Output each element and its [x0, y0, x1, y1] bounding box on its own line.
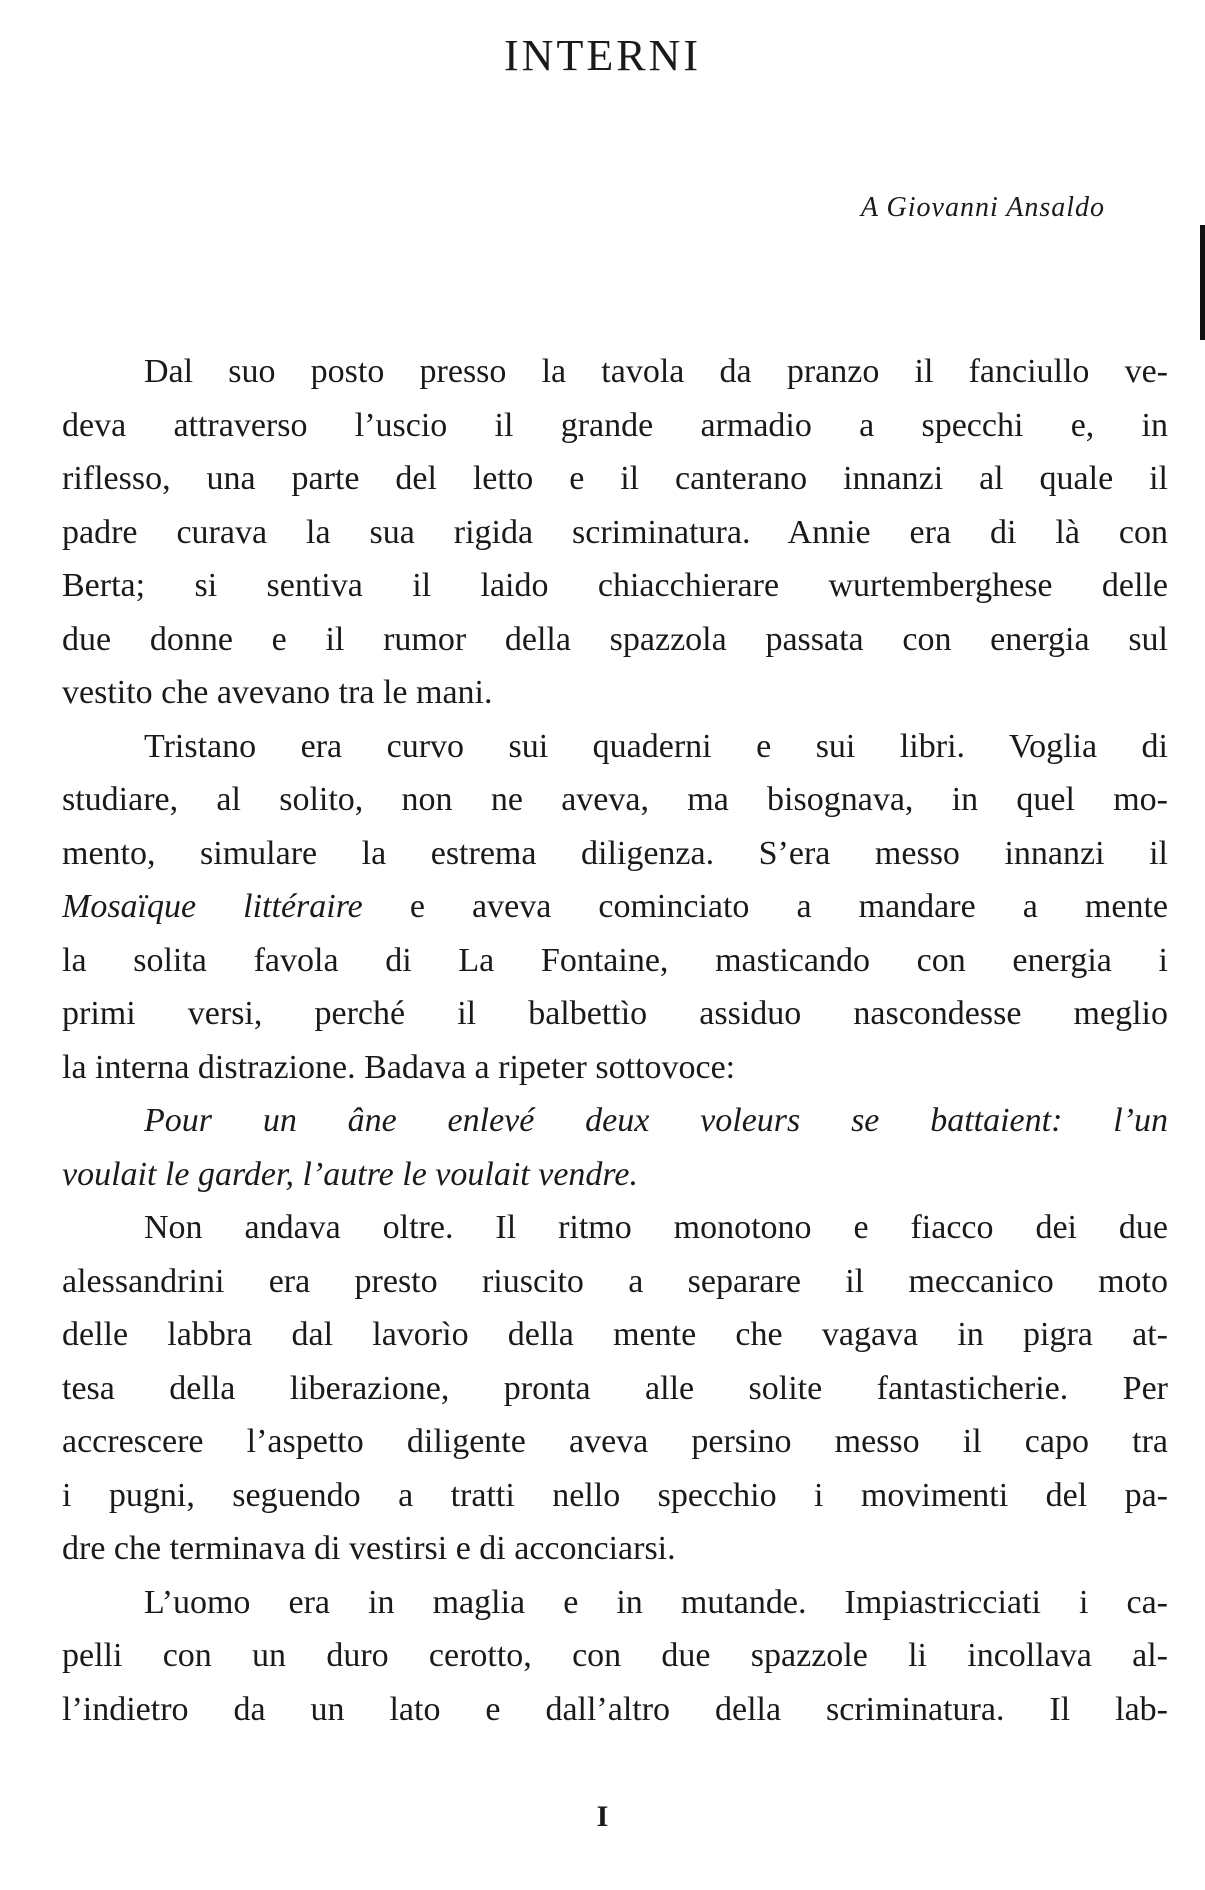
text-line: primi versi, perché il balbettìo assiduo nascondesse meglio: [62, 995, 1168, 1032]
text-line: tesa della liberazione, pronta alle solite fantasticherie. Per: [62, 1369, 1168, 1407]
text-line: dre che terminava di vestirsi e di acconciarsi.: [62, 1530, 676, 1567]
scan-margin-mark: [1200, 225, 1205, 340]
text-line: la solita favola di La Fontaine, masticando con energia i: [62, 941, 1168, 979]
text-line: riflesso, una parte del letto e il canterano innanzi al quale il: [62, 460, 1168, 497]
dedication: A Giovanni Ansaldo: [860, 192, 1105, 223]
text-line: la interna distrazione. Badava a ripeter sottovoce:: [62, 1048, 736, 1086]
book-title: Mosaïque littéraire: [62, 888, 363, 925]
body-text: [62, 345, 1168, 1736]
text-line: l’indietro da un lato e dall’altro della scriminatura. Il lab-: [62, 1690, 1168, 1728]
text-line: Dal suo posto presso la tavola da pranzo il fanciullo ve-: [144, 353, 1168, 390]
text-line: Tristano era curvo sui quaderni e sui libri. Voglia di: [144, 727, 1168, 765]
page-number: I: [596, 1800, 609, 1833]
verse-line: voulait le garder, l’autre le voulait vendre.: [62, 1155, 638, 1193]
text-line: i pugni, seguendo a tratti nello specchio i movimenti del pa-: [62, 1476, 1168, 1514]
text-line: L’uomo era in maglia e in mutande. Impiastricciati i ca-: [144, 1583, 1168, 1621]
text-line: delle labbra dal lavorìo della mente che vagava in pigra at-: [62, 1316, 1168, 1353]
text-line: mento, simulare la estrema diligenza. S’era messo innanzi il: [62, 834, 1168, 872]
verse-line: Pour un âne enlevé deux voleurs se battaient: l’un: [144, 1102, 1168, 1139]
text-line: due donne e il rumor della spazzola passata con energia sul: [62, 620, 1168, 658]
text-line: studiare, al solito, non ne aveva, ma bisognava, in quel mo-: [62, 781, 1168, 818]
text-line: alessandrini era presto riuscito a separare il meccanico moto: [62, 1262, 1168, 1300]
text-line: accrescere l’aspetto diligente aveva persino messo il capo tra: [62, 1423, 1168, 1460]
text-line: pelli con un duro cerotto, con due spazzole li incollava al-: [62, 1637, 1168, 1674]
text-line: Berta; si sentiva il laido chiacchierare wurtemberghese delle: [62, 567, 1168, 604]
text-line: padre curava la sua rigida scriminatura. Annie era di là con: [62, 513, 1168, 551]
text-line: Non andava oltre. Il ritmo monotono e fiacco dei due: [144, 1209, 1168, 1246]
text-line: deva attraverso l’uscio il grande armadio a specchi e, in: [62, 406, 1168, 444]
text-line-rest: e aveva cominciato a mandare a mente: [362, 888, 1168, 925]
text-line-with-title: [62, 880, 1168, 934]
text-line: vestito che avevano tra le mani.: [62, 674, 493, 711]
chapter-title: INTERNI: [504, 31, 701, 80]
